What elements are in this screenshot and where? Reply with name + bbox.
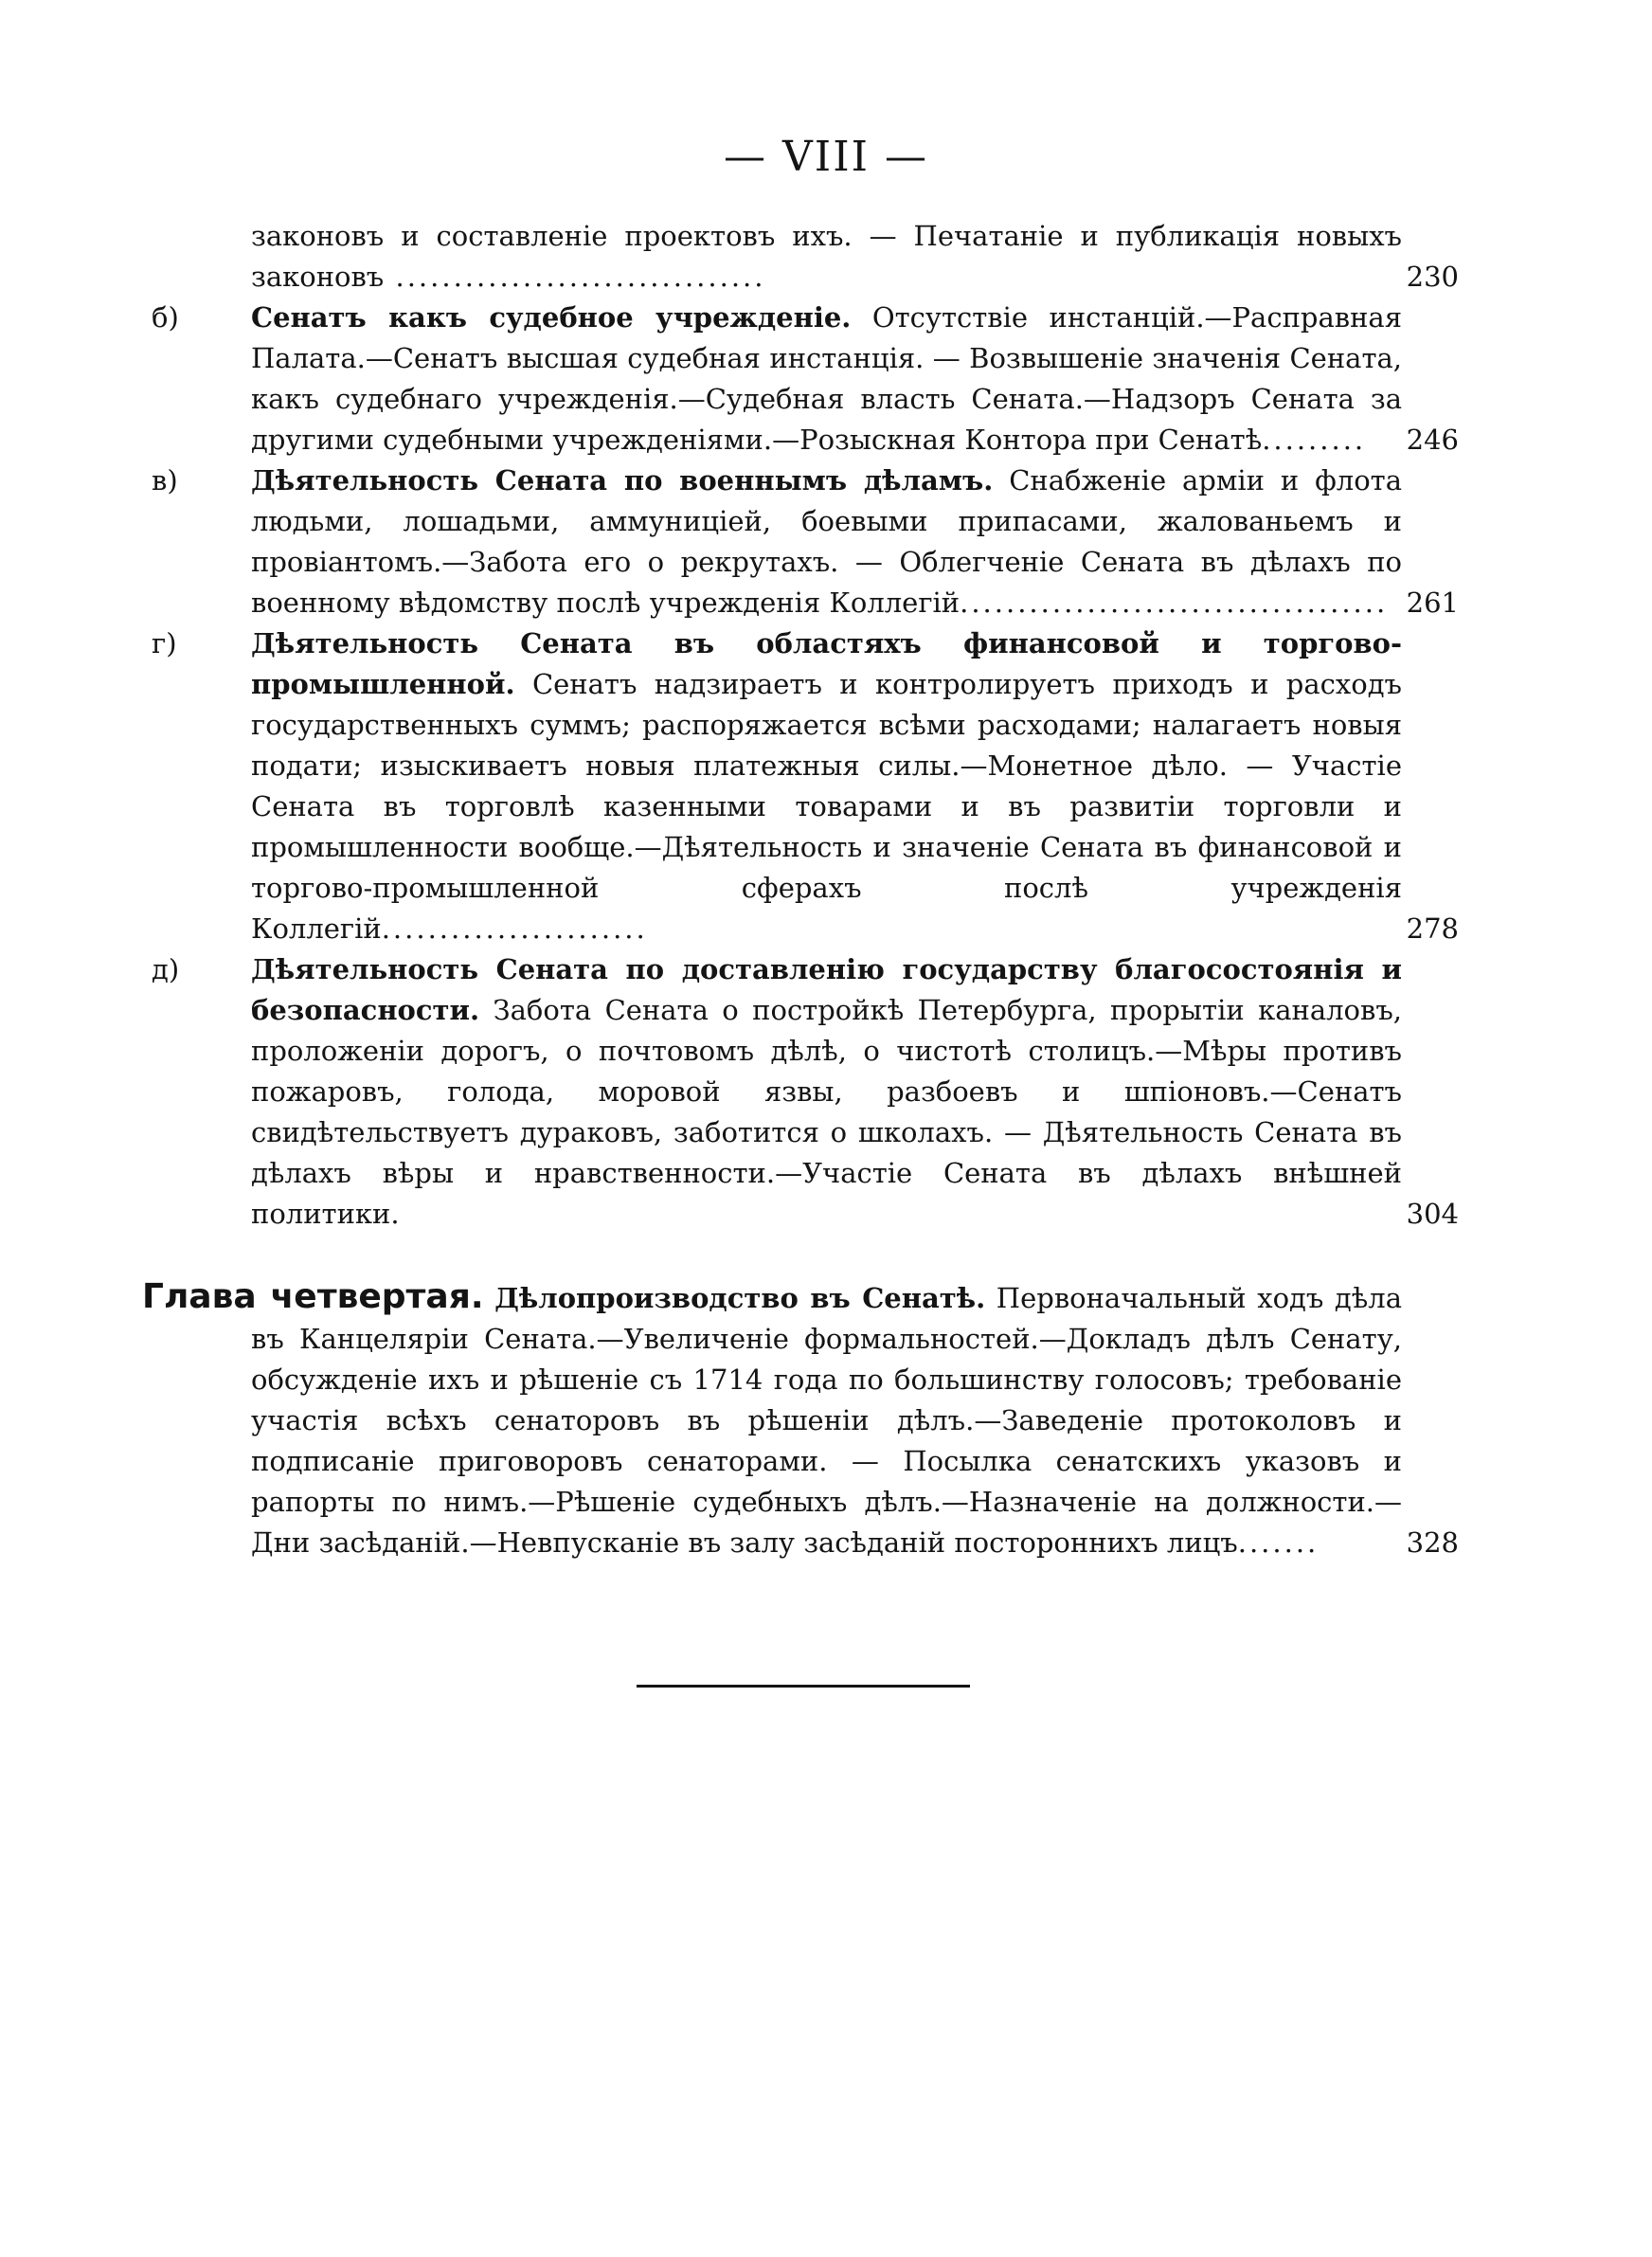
entry-heading: Сенатъ какъ судебное учрежденіе.: [251, 301, 852, 334]
entry-label: д): [152, 953, 180, 985]
toc-entry-d: [142, 949, 1459, 1235]
chapter-page-number: 328: [1406, 1526, 1459, 1559]
chapter-heading: Дѣлопроизводство въ Сенатѣ.: [494, 1282, 986, 1314]
toc-chapter-four: [142, 1276, 1459, 1563]
closing-rule: [637, 1685, 970, 1688]
entry-page-number: 304: [1406, 1198, 1459, 1230]
dot-leader: ................................: [384, 261, 766, 293]
entry-page-number: 278: [1406, 912, 1459, 945]
toc-entry-g: [142, 623, 1459, 949]
entry-text: Снабженіе арміи и флота людьми, лошадьми, аммуниціей, боевыми припасами, жалованьемъ и провіантомъ.—Забота его о рекрутахъ. — Облегченіе Сената въ дѣлахъ по военному вѣдомству послѣ учрежденія Коллегій: [251, 464, 1403, 619]
entry-heading: Дѣятельность Сената въ областяхъ финансовой и торгово-промышленной.: [251, 627, 1402, 700]
entry-text: Забота Сената о постройкѣ Петербурга, прорытіи каналовъ, проложеніи дорогъ, о почтовомъ дѣлѣ, о чистотѣ столицъ.—Мѣры противъ пожаровъ, голода, моровой язвы, разбоевъ и шпіоновъ.—Сенатъ свидѣтельствуетъ дураковъ, заботится о школахъ. — Дѣятельность Сената въ дѣлахъ вѣры и нравственности.—Участіе Сената въ дѣлахъ внѣшней политики.: [251, 994, 1402, 1230]
chapter-text: Первоначальный ходъ дѣла въ Канцеляріи Сената.—Увеличеніе формальностей.—Докладъ дѣлъ Сенату, обсужденіе ихъ и рѣшеніе съ 1714 года по большинству голосовъ; требованіе участія всѣхъ сенаторовъ въ рѣшеніи дѣлъ.—Заведеніе протоколовъ и подписаніе приговоровъ сенаторами. — Посылка сенатскихъ указовъ и рапорты по нимъ.—Рѣшеніе судебныхъ дѣлъ.—Назначеніе на должности.—Дни засѣданій.—Невпусканіе въ залу засѣданій постороннихъ лицъ: [251, 1282, 1402, 1559]
toc-entry-b: [142, 298, 1459, 460]
entry-label: б): [152, 301, 179, 334]
dot-leader: .........: [1262, 424, 1367, 456]
entry-heading: Дѣятельность Сената по военнымъ дѣламъ.: [251, 464, 994, 497]
entry-page-number: 261: [1406, 587, 1459, 619]
entry-page-number: 246: [1406, 424, 1459, 456]
chapter-title: Глава четвертая.: [142, 1277, 484, 1316]
dot-leader: .......: [1237, 1526, 1320, 1559]
table-of-contents: [142, 216, 1459, 1563]
dot-leader: .......................: [381, 912, 648, 945]
entry-text: Отсутствіе инстанцій.—Расправная Палата.—Сенатъ высшая судебная инстанція. — Возвышеніе значенія Сената, какъ судебнаго учрежденія.—Судебная власть Сената.—Надзоръ Сената за другими судебными учрежденіями.—Розыскная Контора при Сенатѣ: [251, 301, 1402, 456]
entry-text: законовъ и составленіе проектовъ ихъ. — Печатаніе и публикація новыхъ законовъ: [251, 220, 1402, 293]
entry-page-number: 230: [1406, 261, 1459, 293]
dot-leader: .....................................: [960, 587, 1389, 619]
entry-label: в): [152, 464, 178, 497]
toc-entry-continued: [142, 216, 1459, 298]
entry-label: г): [152, 627, 177, 659]
entry-text: Сенатъ надзираетъ и контролируетъ приходъ и расходъ государственныхъ суммъ; распоряжается всѣми расходами; налагаетъ новыя подати; изыскиваетъ новыя платежныя силы.—Монетное дѣло. — Участіе Сената въ торговлѣ казенными товарами и въ развитіи торговли и промышленности вообще.—Дѣятельность и значеніе Сената въ финансовой и торгово-промышленной сферахъ послѣ учрежденія Коллегій: [251, 668, 1402, 945]
page-number: — VIII —: [724, 133, 928, 181]
toc-entry-v: [142, 460, 1459, 623]
entry-heading: Дѣятельность Сената по доставленію государству благосостоянія и безопасности.: [251, 953, 1402, 1026]
